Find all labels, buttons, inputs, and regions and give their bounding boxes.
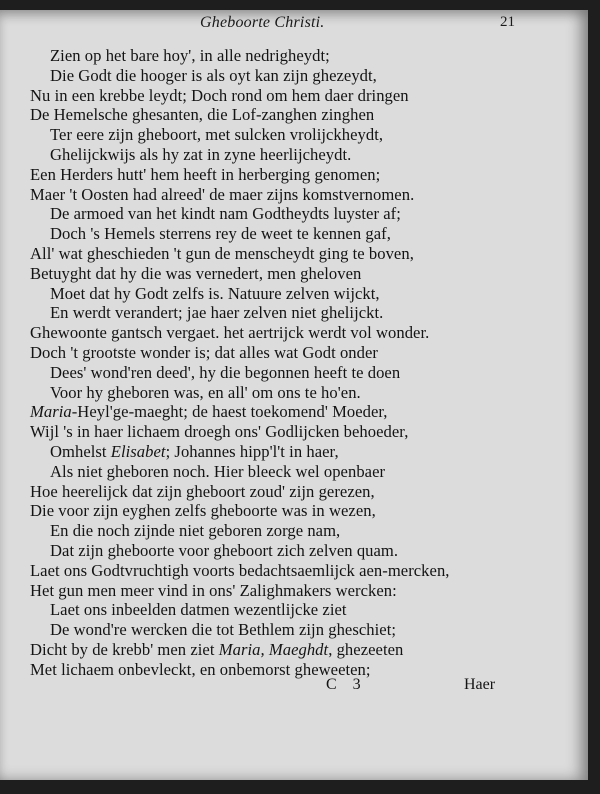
line-text: Een Herders hutt' hem heeft in herberging genomen; [30, 164, 381, 184]
text-line [30, 561, 550, 581]
text-line [30, 501, 550, 521]
page-footer [0, 676, 600, 700]
line-text: Wijl 's in haer lichaem droegh ons' Godlijcken behoeder, [30, 422, 409, 442]
text-line [30, 264, 550, 284]
line-text: Moet dat hy Godt zelfs is. Natuure zelven wijckt, [50, 283, 380, 303]
text-line [30, 46, 550, 66]
line-text: Die Godt die hooger is als oyt kan zijn ghezeydt, [50, 65, 377, 85]
text-line [30, 442, 550, 462]
text-line [30, 422, 550, 442]
text-line [30, 165, 550, 185]
text-line [30, 462, 550, 482]
text-line [30, 323, 550, 343]
running-head [0, 14, 600, 38]
text-line [30, 600, 550, 620]
text-line [30, 620, 550, 640]
line-text: Laet ons inbeelden datmen wezentlijcke ziet [50, 600, 347, 620]
line-text: Dicht by de krebb' men ziet [30, 639, 219, 659]
poem-text [30, 46, 550, 680]
text-line [30, 224, 550, 244]
line-text: Betuyght dat hy die was vernedert, men gheloven [30, 263, 362, 283]
line-text: Het gun men meer vind in ons' Zalighmakers wercken: [30, 580, 397, 600]
line-text: Met lichaem onbevleckt, en onbemorst gheweeten; [30, 659, 371, 679]
text-line [30, 383, 550, 403]
line-text: Als niet gheboren noch. Hier bleeck wel openbaer [50, 461, 386, 481]
text-line [30, 402, 550, 422]
line-text: Doch 't grootste wonder is; dat alles wat Godt onder [30, 342, 378, 362]
line-text: , ghezeeten [328, 639, 404, 659]
line-text: Hoe heerelijck dat zijn gheboort zoud' zijn gerezen, [30, 481, 375, 501]
text-line [30, 541, 550, 561]
page-number: 21 [500, 14, 515, 30]
text-line [30, 66, 550, 86]
line-text: Voor hy gheboren was, en all' om ons te ho'en. [50, 382, 361, 402]
line-text: De armoed van het kindt nam Godtheydts luyster af; [50, 204, 401, 224]
text-line [30, 185, 550, 205]
italic-name: Maria, Maeghdt [218, 639, 329, 659]
text-line [30, 581, 550, 601]
line-text: Ter eere zijn gheboort, met sulcken vrolijckheydt, [50, 125, 384, 145]
line-text: All' wat gheschieden 't gun de menscheydt ging te boven, [30, 243, 414, 263]
line-text: Ghewoonte gantsch vergaet. het aertrijck werdt vol wonder. [30, 323, 430, 343]
line-text: Omhelst [50, 441, 111, 461]
line-text: Ghelijckwijs als hy zat in zyne heerlijcheydt. [50, 144, 352, 164]
text-line [30, 521, 550, 541]
text-line [30, 303, 550, 323]
line-text: Dat zijn gheboorte voor gheboort zich zelven quam. [50, 540, 399, 560]
catchword: Haer [464, 676, 496, 693]
line-text: ; Johannes hipp'l't in haer, [165, 441, 339, 461]
text-line [30, 145, 550, 165]
text-line [30, 482, 550, 502]
text-line [30, 343, 550, 363]
line-text: De Hemelsche ghesanten, die Lof-zanghen zinghen [30, 105, 375, 125]
text-line [30, 284, 550, 304]
line-text: En werdt verandert; jae haer zelven niet ghelijckt. [50, 303, 384, 323]
italic-name: Maria [30, 402, 72, 422]
line-text: Nu in een krebbe leydt; Doch rond om hem daer dringen [30, 85, 409, 105]
line-text: -Heyl'ge-maeght; de haest toekomend' Moeder, [71, 402, 388, 422]
line-text: Die voor zijn eyghen zelfs gheboorte was in wezen, [30, 501, 376, 521]
running-title: Gheboorte Christi. [200, 14, 325, 31]
line-text: Maer 't Oosten had alreed' de maer zijns komstvernomen. [30, 184, 415, 204]
italic-name: Elisabet [110, 441, 166, 461]
text-line [30, 363, 550, 383]
text-line [30, 125, 550, 145]
line-text: Zien op het bare hoy', in alle nedrigheydt; [50, 46, 330, 65]
text-line [30, 204, 550, 224]
signature-mark: C 3 [326, 676, 367, 693]
text-line [30, 86, 550, 106]
line-text: De wond're wercken die tot Bethlem zijn gheschiet; [50, 620, 397, 640]
line-text: Doch 's Hemels sterrens rey de weet te kennen gaf, [50, 224, 391, 244]
text-line [30, 640, 550, 660]
line-text: En die noch zijnde niet geboren zorge nam, [50, 521, 341, 541]
line-text: Laet ons Godtvruchtigh voorts bedachtsaemlijck aen-mercken, [30, 560, 450, 580]
text-line [30, 105, 550, 125]
text-line [30, 244, 550, 264]
line-text: Dees' wond'ren deed', hy die begonnen heeft te doen [50, 362, 401, 382]
